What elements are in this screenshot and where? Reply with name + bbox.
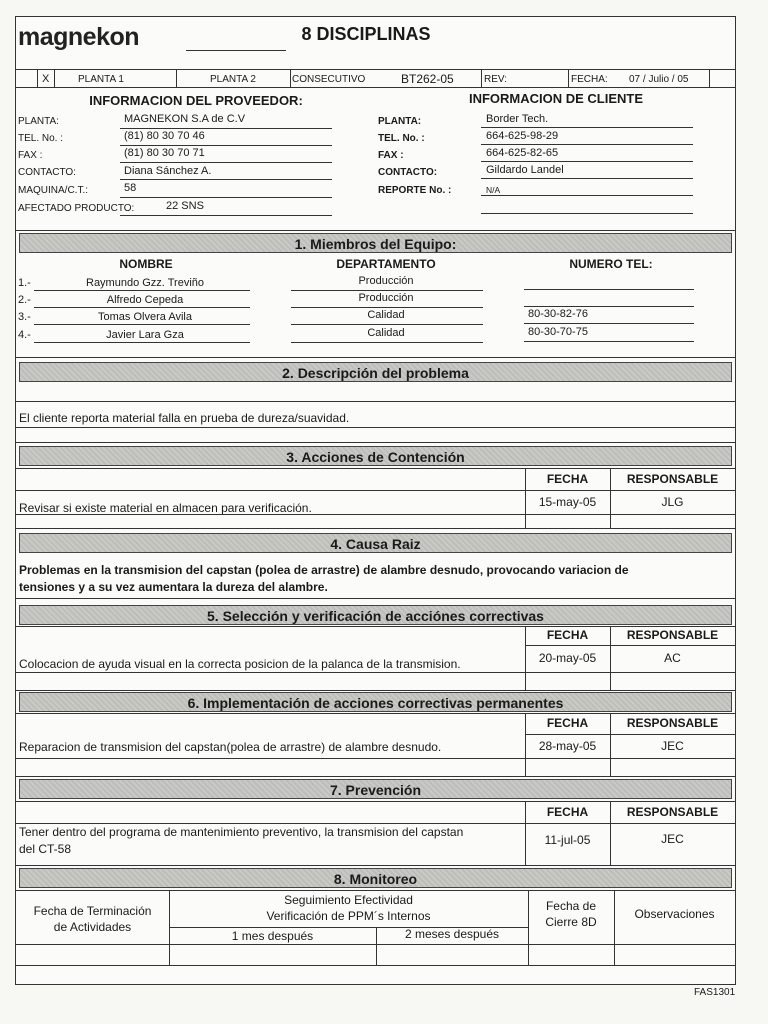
s7-fecha-header: FECHA (546, 805, 589, 819)
s6-fecha: 28-may-05 (538, 739, 597, 753)
proveedor-heading: INFORMACION DEL PROVEEDOR: (89, 93, 303, 108)
section1-header: 1. Miembros del Equipo: (19, 233, 732, 253)
prevention-line1: Tener dentro del programa de mantenimiento preventivo, la transmision del capstan (19, 825, 464, 839)
s8-fecha-terminacion-2: de Actividades (53, 920, 132, 934)
prov-maquina-label: MAQUINA/C.T.: (18, 185, 89, 196)
s6-fecha-header: FECHA (546, 716, 589, 730)
s7-fecha: 11-jul-05 (544, 833, 591, 847)
section5-header: 5. Selección y verificación de acciónes correctivas (19, 605, 732, 625)
col-numero-tel: NUMERO TEL: (569, 257, 653, 271)
s6-responsable: JEC (661, 739, 684, 753)
prov-afectado: 22 SNS (166, 200, 204, 212)
section2-header: 2. Descripción del problema (19, 362, 732, 382)
col-departamento: DEPARTAMENTO (336, 257, 436, 271)
root-cause-line2: tensiones y a su vez aumentara la dureza del alambre. (19, 580, 328, 594)
prov-contacto-label: CONTACTO: (18, 167, 76, 178)
s3-fecha-header: FECHA (546, 472, 589, 486)
s8-cierre-2: Cierre 8D (545, 915, 597, 929)
form-code: FAS1301 (694, 987, 736, 998)
section3-header: 3. Acciones de Contención (19, 446, 732, 466)
s8-seguimiento-1: Seguimiento Efectividad (284, 893, 413, 907)
prov-tel-label: TEL. No. : (18, 133, 64, 144)
section7-header: 7. Prevención (19, 779, 732, 799)
corrective-implementation: Reparacion de transmision del capstan(polea de arrastre) de alambre desnudo. (19, 740, 442, 754)
planta1-label: PLANTA 1 (78, 74, 124, 85)
planta1-mark[interactable]: X (42, 73, 50, 85)
prov-maquina: 58 (124, 182, 137, 194)
s8-seguimiento-2: Verificación de PPM´s Internos (266, 909, 431, 923)
corrective-selection: Colocacion de ayuda visual en la correcta posicion de la palanca de la transmision. (19, 657, 461, 671)
prevention-line2: del CT-58 (19, 842, 72, 856)
cli-tel: 664-625-98-29 (486, 130, 559, 142)
cli-contacto-label: CONTACTO: (378, 167, 438, 178)
s5-fecha-header: FECHA (546, 628, 589, 642)
prov-planta: MAGNEKON S.A de C.V (124, 113, 246, 125)
prov-planta-label: PLANTA: (18, 116, 59, 127)
col-nombre: NOMBRE (119, 257, 173, 271)
s5-resp-header: RESPONSABLE (626, 628, 719, 642)
logo-underline (186, 50, 286, 51)
cli-tel-label: TEL. No. : (378, 133, 425, 144)
cliente-heading: INFORMACION DE CLIENTE (468, 91, 644, 106)
s6-resp-header: RESPONSABLE (626, 716, 719, 730)
prov-afectado-label: AFECTADO PRODUCTO: (18, 203, 135, 214)
s8-observaciones: Observaciones (634, 907, 715, 921)
cli-planta: Border Tech. (486, 113, 549, 125)
s3-fecha: 15-may-05 (538, 495, 597, 509)
planta2-label: PLANTA 2 (210, 74, 256, 85)
s3-resp-header: RESPONSABLE (626, 472, 719, 486)
s5-fecha: 20-may-05 (538, 651, 597, 665)
cli-fax: 664-625-82-65 (486, 147, 559, 159)
consecutivo-label: CONSECUTIVO (292, 74, 366, 85)
cli-reporte-label: REPORTE No. : (378, 185, 452, 196)
prov-tel: (81) 80 30 70 46 (124, 130, 205, 142)
s8-fecha-terminacion-1: Fecha de Terminación (33, 904, 152, 918)
consecutivo-value: BT262-05 (401, 72, 454, 86)
s7-responsable: JEC (661, 832, 684, 846)
s3-responsable: JLG (661, 495, 684, 509)
section4-header: 4. Causa Raiz (19, 533, 732, 553)
prov-contacto: Diana Sánchez A. (124, 165, 212, 177)
containment-action: Revisar si existe material en almacen para verificación. (19, 501, 312, 515)
cli-fax-label: FAX : (378, 150, 404, 161)
fecha-label: FECHA: (571, 74, 608, 85)
8d-form: magnekon 8 DISCIPLINAS X PLANTA 1 PLANTA 2 CONSECUTIVO BT262-05 REV: FECHA: 07 / Julio / 05 INFORMACION DEL PROVEEDOR: INFORMACION DE CLIENTE PLANTA: MAGNEKON S.A de C.V TEL. No. : (81) 80 30 70 46 FAX : (81) 80 30 70 71 CONTACTO: Diana Sánchez A. MAQUINA/C.T.: 58 AFECTADO PRODUCTO: 22 SNS PLANTA: Border Tech. TEL. No. : 664-625-98-29 FAX : 664-625-82-65 CONTACTO: Gildardo Landel REPORTE No. : N/A 1. Miembros del Equipo: NOMBRE DEPARTAMENTO NUMERO TEL: 1.- Raymundo Gzz. Treviño Producción 2.- Alfredo Cepeda Producción 3.- Tomas Olvera Avila Calidad 80-30-82-76 4.- Javier Lara Gza Calidad 80-30-70-75 2. Descripción del problema El cliente reporta material falla en prueba de dureza/suavidad. 3. Acciones de Contención FECHA RESPONSABLE Revisar si existe material en almacen para verificación. 15-may-05 JLG 4. Causa Raiz Problemas en la transmision del capstan (polea de arrastre) de alambre desnudo, provocando variacion de tensiones y a su vez aumentara la dureza del alambre. 5. Selección y verificación de acciónes correctivas FECHA RESPONSABLE Colocacion de ayuda visual en la correcta posicion de la palanca de la transmision. 20-may-05 AC 6. Implementación de acciones correctivas permanentes FECHA RESPONSABLE Reparacion de transmision del capstan(polea de arrastre) de alambre desnudo. 28-may-05 JEC 7. Prevención FECHA RESPONSABLE Tener dentro del programa de mantenimiento preventivo, la transmision del capstan del CT-58 11-jul-05 JEC 8. Monitoreo Fecha de Terminación de Actividades Seguimiento Efectividad Verificación de PPM´s Internos 1 mes después 2 meses después Fecha de Cierre 8D Observaciones (15, 16, 736, 985)
s8-mes1: 1 mes después (231, 929, 314, 943)
magnekon-logo: magnekon (18, 23, 140, 51)
s5-responsable: AC (664, 651, 681, 665)
s8-mes2: 2 meses después (404, 927, 500, 941)
fecha-value: 07 / Julio / 05 (629, 74, 689, 85)
cli-contacto: Gildardo Landel (486, 164, 564, 176)
s8-cierre-1: Fecha de (545, 899, 597, 913)
cli-reporte: N/A (486, 185, 501, 195)
form-title: 8 DISCIPLINAS (301, 24, 431, 44)
problem-description: El cliente reporta material falla en prueba de dureza/suavidad. (19, 411, 350, 425)
prov-fax: (81) 80 30 70 71 (124, 147, 205, 159)
rev-label: REV: (484, 74, 507, 85)
section6-header: 6. Implementación de acciones correctivas permanentes (19, 692, 732, 712)
root-cause-line1: Problemas en la transmision del capstan (polea de arrastre) de alambre desnudo, provocando variacion de (19, 563, 629, 577)
prov-fax-label: FAX : (18, 150, 43, 161)
section8-header: 8. Monitoreo (19, 868, 732, 888)
s7-resp-header: RESPONSABLE (626, 805, 719, 819)
cli-planta-label: PLANTA: (378, 116, 422, 127)
